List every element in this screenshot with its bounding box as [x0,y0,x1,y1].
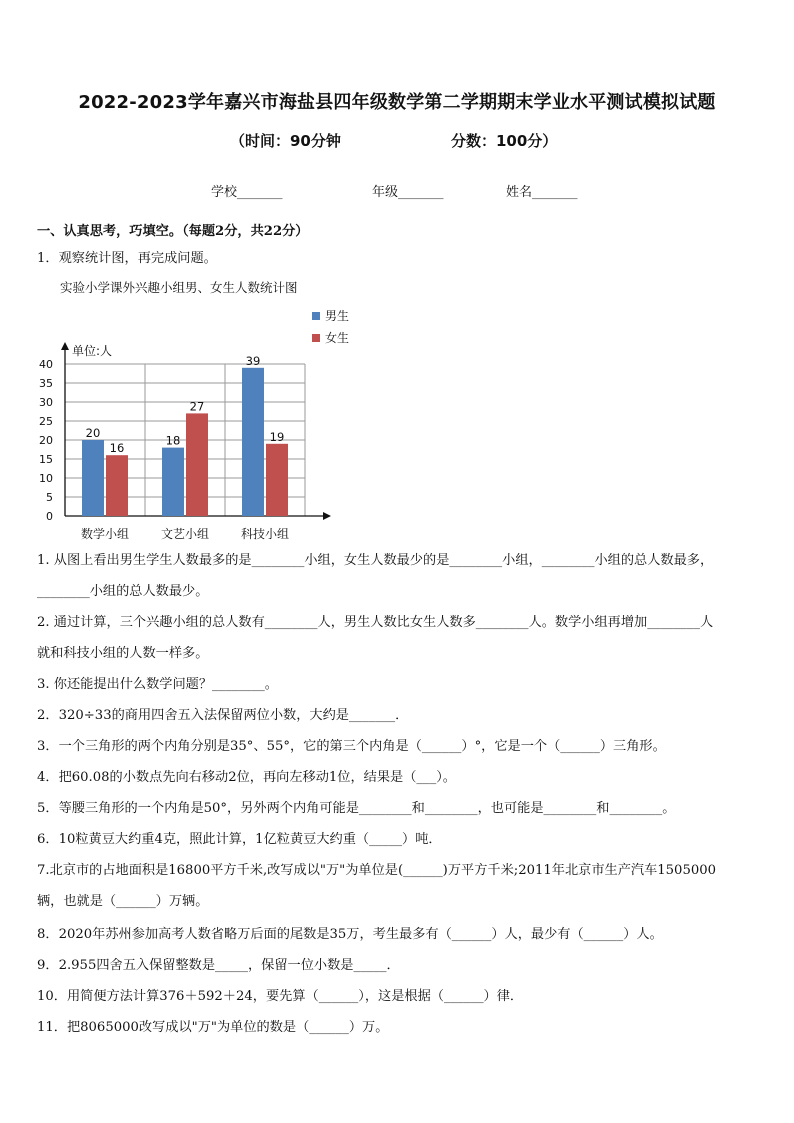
y-axis-arrow [61,342,69,350]
x-tick-label: 科技小组 [240,527,290,541]
bar [242,368,264,516]
school-field[interactable]: 学校_______ [211,185,283,200]
question-8: 8．2020年苏州参加高考人数省略万后面的尾数是35万，考生最多有（______）人，最少有（______）人。 [37,927,663,942]
chart-title: 实验小学课外兴趣小组男、女生人数统计图 [60,280,298,295]
grade-field[interactable]: 年级_______ [372,185,444,200]
y-tick-label: 25 [39,415,53,428]
question-2: 2．320÷33的商用四舍五入法保留两位小数，大约是_______． [37,708,409,723]
x-tick-label: 文艺小组 [160,527,210,541]
legend-swatch [312,334,320,342]
exam-score: 分数：100分） [451,132,558,150]
y-tick-label: 15 [39,453,53,466]
y-axis-unit-label: 单位:人 [72,344,113,358]
question-7-line-1: 7.北京市的占地面积是16800平方千米,改写成以"万"为单位是(______)万平方千米;2011年北京市生产汽车1505000 [37,863,717,878]
bar-value-label: 27 [189,399,205,414]
bar [106,455,128,516]
y-tick-label: 35 [39,377,53,390]
bar-value-label: 18 [165,433,181,448]
legend-label: 女生 [325,331,350,345]
question-1-sub-3: 3. 你还能提出什么数学问题？________。 [37,677,278,692]
question-1-sub-2-line-2: 就和科技小组的人数一样多。 [37,646,209,661]
question-10: 10．用简便方法计算376＋592＋24，要先算（______），这是根据（______）律． [37,989,524,1004]
question-4: 4．把60.08的小数点先向右移动2位，再向左移动1位，结果是（___）。 [37,770,456,785]
question-3: 3．一个三角形的两个内角分别是35°、55°，它的第三个内角是（______）°，它是一个（______）三角形。 [37,739,666,754]
bar [266,444,288,516]
y-tick-label: 10 [39,472,53,485]
name-field[interactable]: 姓名_______ [506,185,578,200]
y-tick-label: 40 [39,358,53,371]
bar-value-label: 39 [245,353,261,368]
y-tick-label: 5 [46,491,53,504]
chart-legend [312,308,349,345]
question-1-sub-1-line-2: ________小组的总人数最少。 [37,584,209,599]
page-title: 2022-2023学年嘉兴市海盐县四年级数学第二学期期末学业水平测试模拟试题 [78,92,716,113]
bar [162,448,184,516]
section-heading: 一、认真思考，巧填空。（每题2分，共22分） [37,224,309,239]
y-tick-label: 0 [46,510,53,523]
bar [186,413,208,516]
x-axis-arrow [323,512,331,520]
question-1-intro: 1．观察统计图，再完成问题。 [37,251,217,266]
legend-label: 男生 [325,309,350,323]
question-1-sub-2-line-1: 2. 通过计算，三个兴趣小组的总人数有________人，男生人数比女生人数多________人。数学小组再增加________人 [37,615,714,630]
bar-chart [30,305,370,545]
question-11: 11．把8065000改写成以"万"为单位的数是（______）万。 [37,1020,389,1035]
question-1-sub-1-line-1: 1. 从图上看出男生学生人数最多的是________小组，女生人数最少的是________小组，________小组的总人数最多， [37,553,714,568]
question-7-line-2: 辆，也就是（______）万辆。 [37,894,209,909]
bar-value-label: 16 [109,441,125,456]
bar-value-label: 19 [269,429,285,444]
question-5: 5．等腰三角形的一个内角是50°，另外两个内角可能是________和________，也可能是________和________。 [37,801,676,816]
question-6: 6．10粒黄豆大约重4克，照此计算，1亿粒黄豆大约重（_____）吨． [37,832,442,847]
x-tick-label: 数学小组 [80,527,130,541]
y-tick-label: 20 [39,434,53,447]
bar [82,440,104,516]
y-tick-label: 30 [39,396,53,409]
exam-time: （时间：90分钟 [230,132,341,150]
legend-swatch [312,312,320,320]
bar-value-label: 20 [85,426,101,440]
question-9: 9．2.955四舍五入保留整数是_____，保留一位小数是_____． [37,958,400,973]
